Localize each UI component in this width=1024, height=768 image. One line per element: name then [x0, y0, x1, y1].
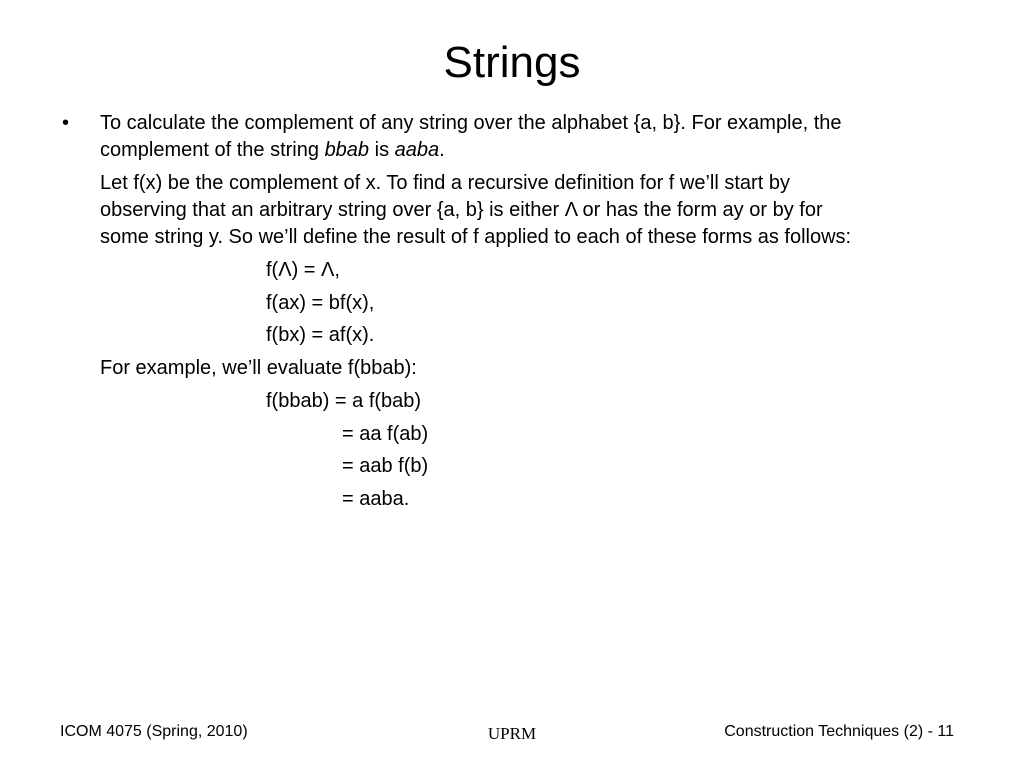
evaluation-step-1: = aa f(ab)	[342, 423, 429, 445]
paragraph-line-3: some string y. So we’ll define the result of f applied to each of these forms as follows:	[100, 226, 852, 248]
example-intro: For example, we’ll evaluate f(bbab):	[100, 357, 417, 379]
slide-title: Strings	[443, 38, 581, 87]
definition-bx: f(bx) = af(x).	[266, 324, 375, 346]
intro-line-2-mid: is	[369, 139, 395, 161]
paragraph-line-2: observing that an arbitrary string over {a, b} is either Λ or has the form ay or by for	[100, 199, 823, 221]
intro-string-bbab: bbab	[324, 139, 370, 161]
definition-ax: f(ax) = bf(x),	[266, 292, 375, 314]
intro-string-aaba: aaba	[394, 139, 440, 161]
footer-institution: UPRM	[487, 724, 537, 743]
evaluation-step-2: = aab f(b)	[342, 455, 429, 477]
evaluation-step-3: = aaba.	[342, 488, 410, 510]
footer-course: ICOM 4075 (Spring, 2010)	[60, 723, 248, 740]
bullet-marker: •	[62, 112, 70, 134]
intro-line-2-prefix: complement of the string	[100, 139, 325, 161]
evaluation-first: f(bbab) = a f(bab)	[266, 390, 422, 412]
definition-empty: f(Λ) = Λ,	[266, 259, 340, 281]
intro-line-2-suffix: .	[439, 139, 445, 161]
footer-slide-number: Construction Techniques (2) - 11	[724, 723, 954, 740]
intro-line-1: To calculate the complement of any string over the alphabet {a, b}. For example, the	[100, 112, 842, 134]
intro-line-2	[100, 138, 445, 162]
paragraph-line-1: Let f(x) be the complement of x. To find a recursive definition for f we’ll start by	[100, 172, 790, 194]
